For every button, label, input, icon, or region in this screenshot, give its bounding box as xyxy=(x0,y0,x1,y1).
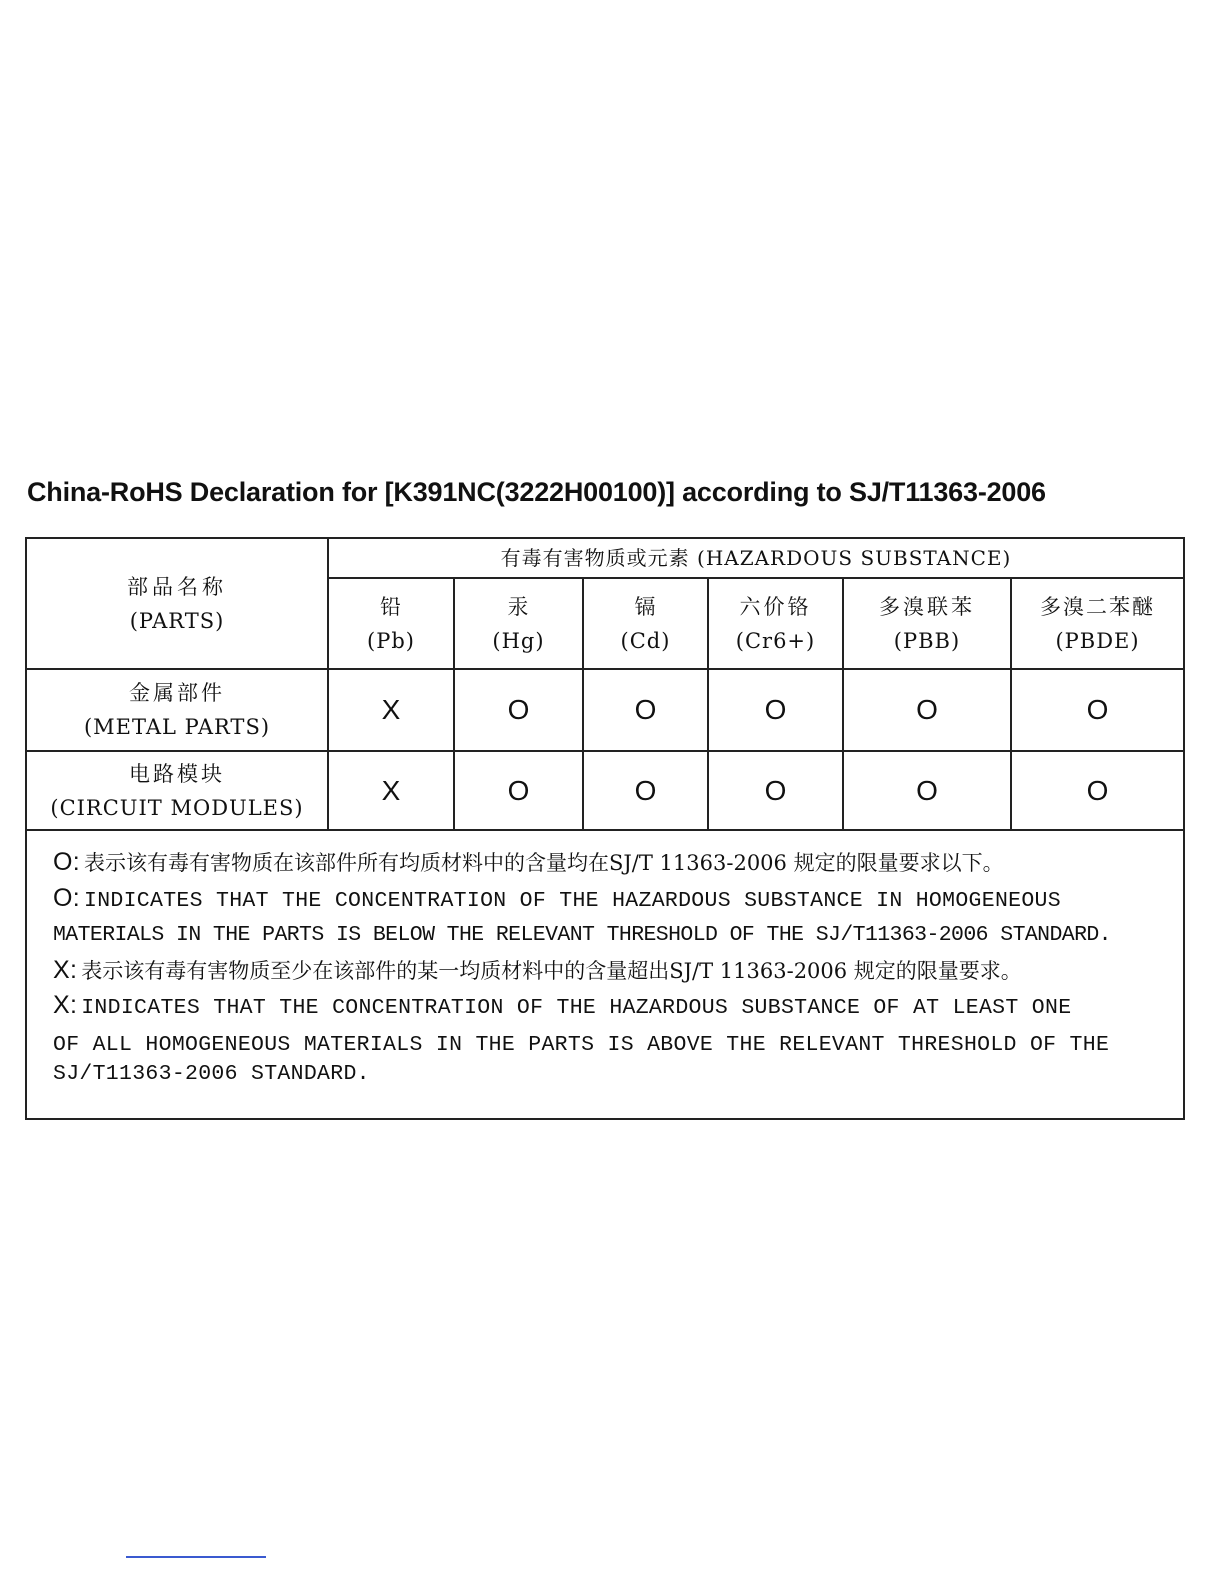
substance-cd xyxy=(584,579,707,668)
mark-cell: O xyxy=(764,694,787,725)
note-x-en-cont2 xyxy=(53,1062,1165,1086)
page-title: China-RoHS Declaration for [K391NC(3222H00100)] according to SJ/T11363-2006 xyxy=(27,477,1046,507)
footer-rule xyxy=(126,1556,266,1558)
o-symbol: O: xyxy=(53,883,80,912)
row-metal-parts-label xyxy=(27,670,327,750)
parts-header-en: (PARTS) xyxy=(129,608,225,633)
substance-en: (Cr6+) xyxy=(735,628,816,653)
substance-cn: 铅 xyxy=(380,594,402,619)
substance-pbb xyxy=(844,579,1010,668)
substance-header-text: 有毒有害物质或元素 (HAZARDOUS SUBSTANCE) xyxy=(500,546,1012,570)
note-o-cn xyxy=(53,845,1165,881)
substance-en: (Pb) xyxy=(367,628,415,653)
part-en: (METAL PARTS) xyxy=(83,715,271,739)
part-cn: 电路模块 xyxy=(129,761,225,786)
substance-cn: 六价铬 xyxy=(739,594,812,619)
note-text: INDICATES THAT THE CONCENTRATION OF THE HAZARDOUS SUBSTANCE OF AT LEAST ONE xyxy=(81,996,1072,1020)
parts-header-cn: 部品名称 xyxy=(127,574,227,599)
x-symbol: X: xyxy=(53,955,78,984)
row-circuit-modules-label xyxy=(27,752,327,829)
substance-en: (PBDE) xyxy=(1055,628,1140,653)
note-text: SJ/T11363-2006 STANDARD. xyxy=(53,1062,370,1086)
note-x-en xyxy=(53,988,1165,1026)
substance-pbde xyxy=(1012,579,1183,668)
mark-cell: O xyxy=(634,774,657,806)
parts-header xyxy=(27,539,327,668)
note-o-en xyxy=(53,881,1165,919)
substance-en: (Cd) xyxy=(620,628,671,653)
note-o-en-cont xyxy=(53,918,1165,953)
substance-header xyxy=(329,539,1183,577)
substance-cr6 xyxy=(709,579,842,668)
mark-cell: O xyxy=(916,774,938,806)
substance-cn: 汞 xyxy=(507,594,530,619)
mark-cell: O xyxy=(1086,694,1109,725)
note-x-en-cont xyxy=(53,1028,1165,1063)
note-x-cn xyxy=(53,953,1165,989)
substance-en: (PBB) xyxy=(893,628,961,653)
substance-cn: 多溴联苯 xyxy=(879,594,975,619)
mark-cell: O xyxy=(916,694,938,725)
mark-cell: O xyxy=(507,774,530,806)
note-text: MATERIALS IN THE PARTS IS BELOW THE RELEVANT THRESHOLD OF THE SJ/T11363-2006 STANDARD. xyxy=(53,923,1111,947)
mark-cell: O xyxy=(634,694,657,725)
substance-pb xyxy=(329,579,453,668)
o-symbol: O: xyxy=(53,848,80,876)
note-text: INDICATES THAT THE CONCENTRATION OF THE HAZARDOUS SUBSTANCE IN HOMOGENEOUS xyxy=(84,888,1061,913)
substance-en: (Hg) xyxy=(492,628,545,653)
mark-cell: O xyxy=(764,774,787,806)
mark-cell: O xyxy=(1086,774,1109,806)
substance-cn: 镉 xyxy=(634,594,657,619)
mark-cell: O xyxy=(507,694,530,725)
x-symbol: X: xyxy=(53,991,78,1019)
notes xyxy=(53,845,1165,1086)
note-text: 表示该有毒有害物质至少在该部件的某一均质材料中的含量超出SJ/T 11363-2006 规定的限量要求。 xyxy=(81,958,1022,983)
part-en: (CIRCUIT MODULES) xyxy=(50,795,304,820)
substance-hg xyxy=(455,579,582,668)
note-text: OF ALL HOMOGENEOUS MATERIALS IN THE PARTS IS ABOVE THE RELEVANT THRESHOLD OF THE xyxy=(53,1032,1110,1057)
part-cn: 金属部件 xyxy=(129,681,225,705)
mark-cell: X xyxy=(381,694,401,725)
mark-cell: X xyxy=(381,774,401,806)
note-text: 表示该有毒有害物质在该部件所有均质材料中的含量均在SJ/T 11363-2006 规定的限量要求以下。 xyxy=(84,851,1004,875)
substance-cn: 多溴二苯醚 xyxy=(1040,594,1155,619)
